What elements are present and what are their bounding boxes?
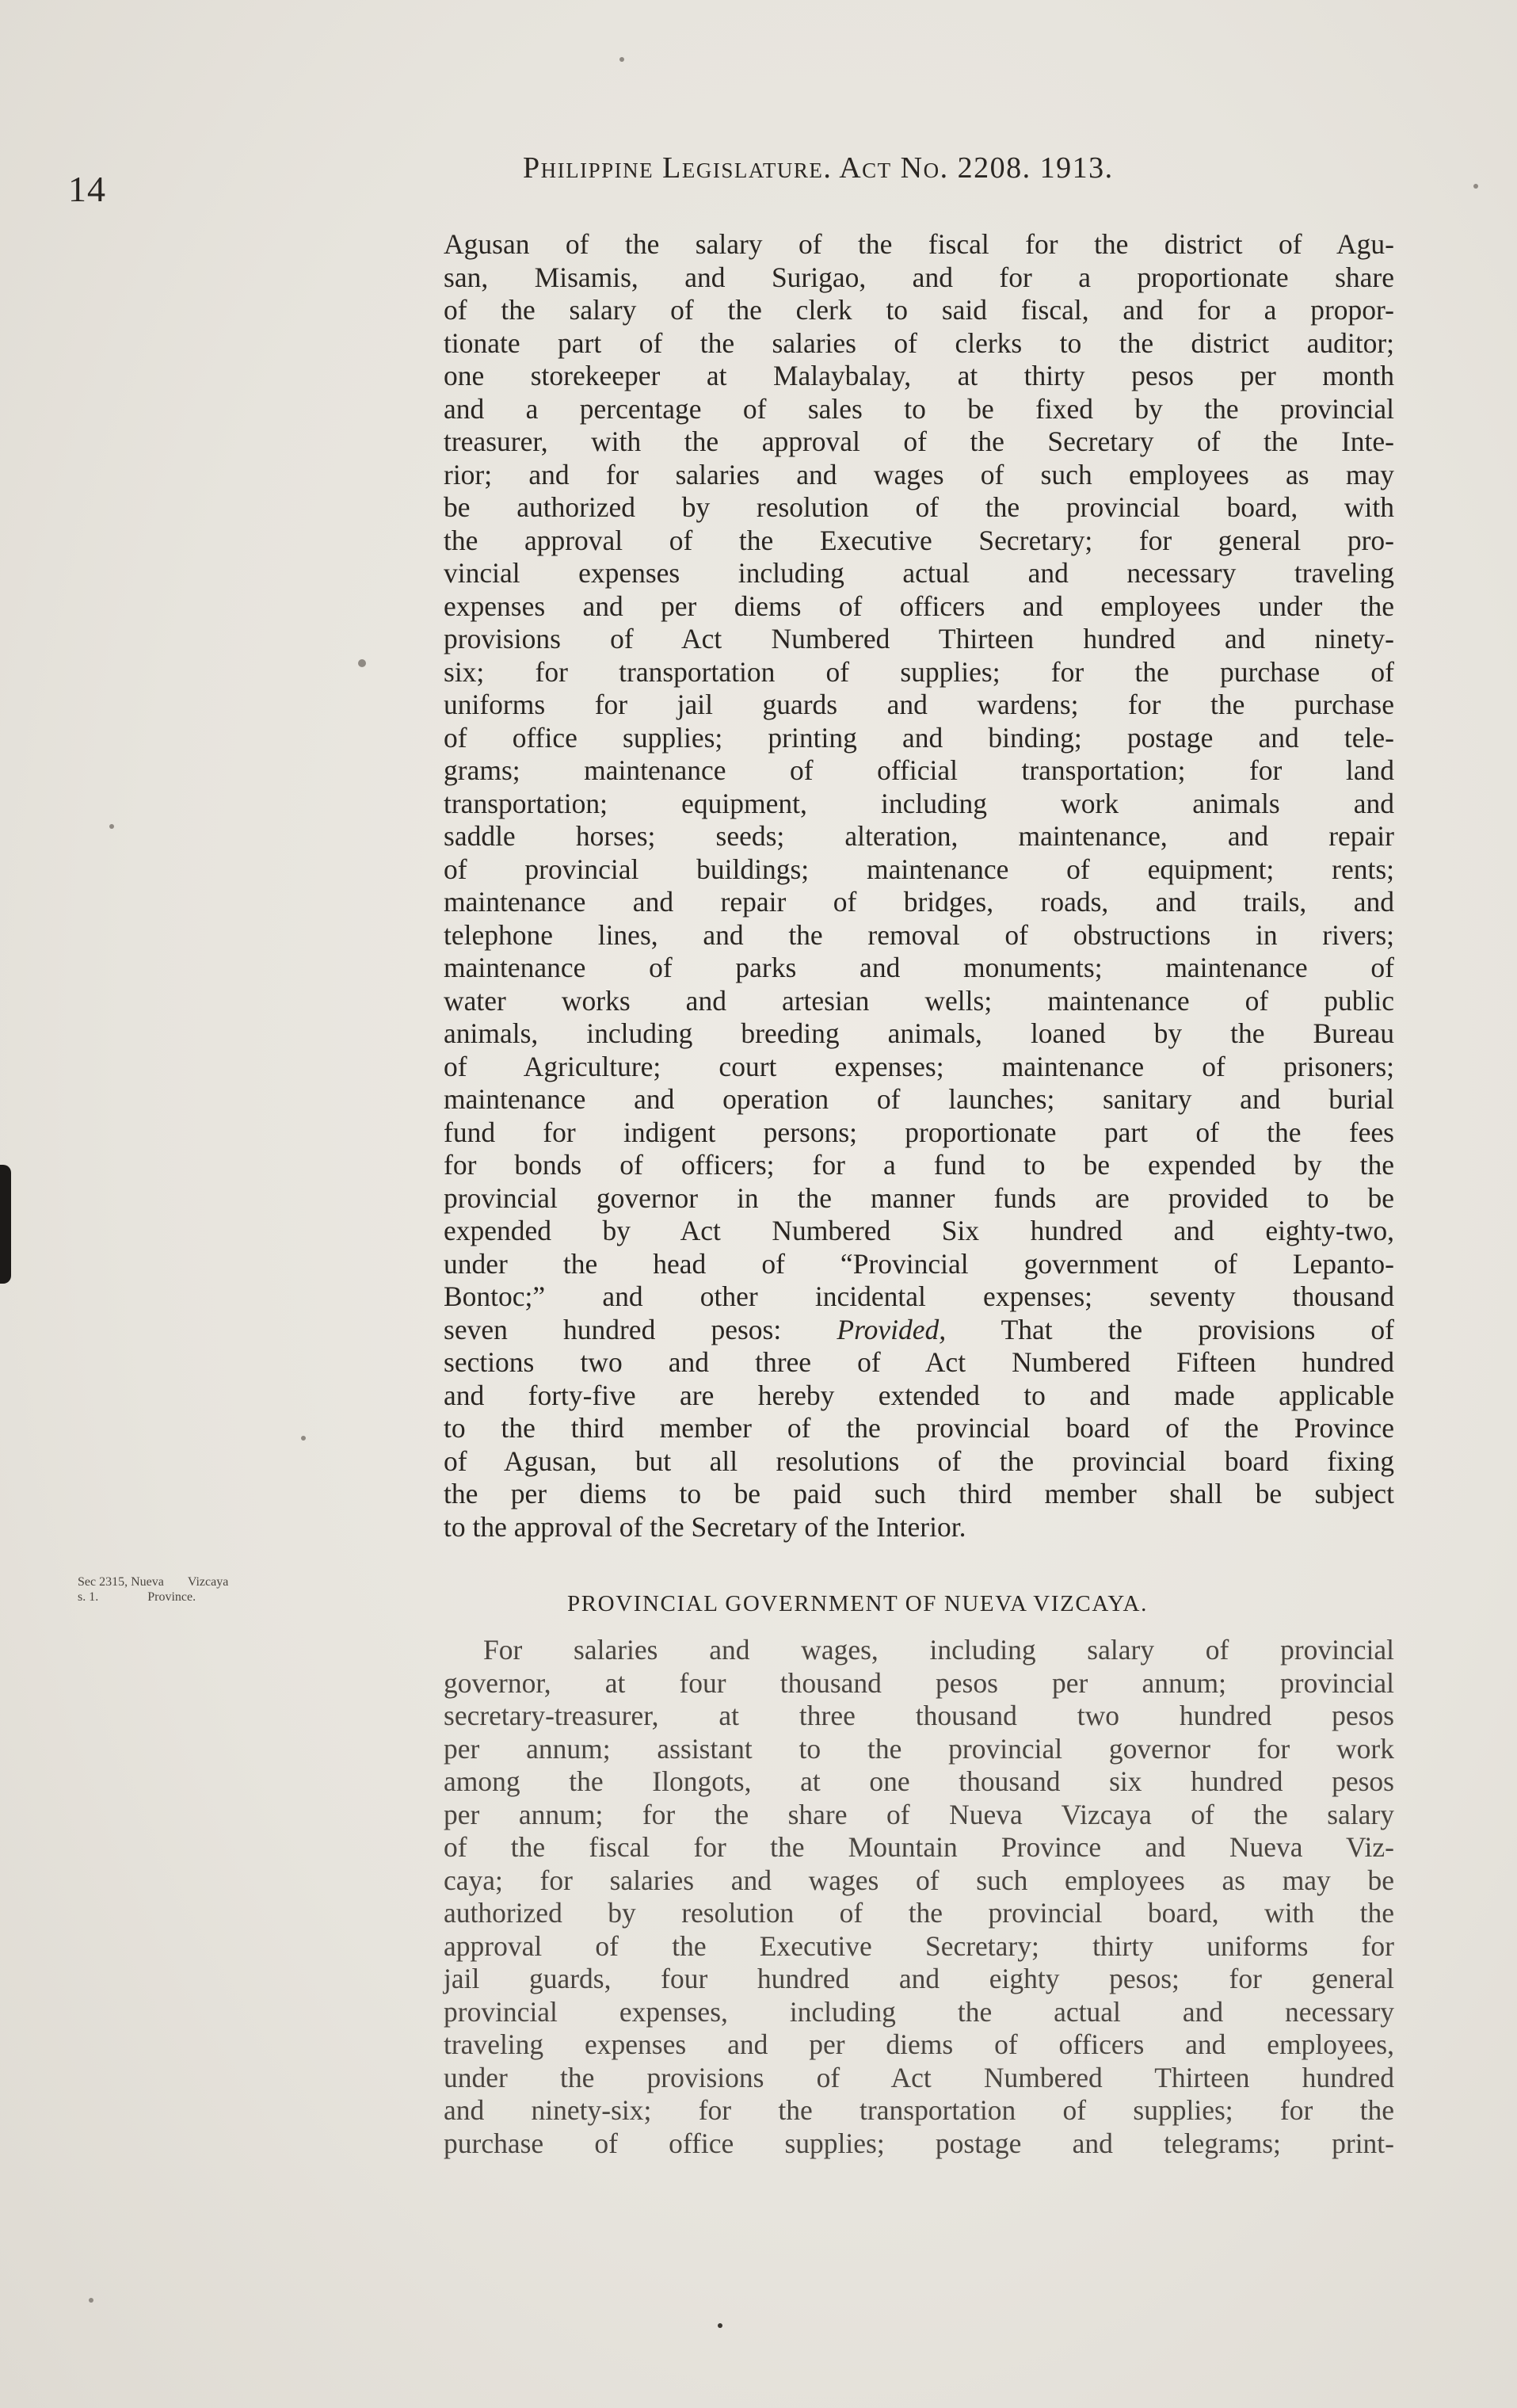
text-line: jail guards, four hundred and eighty pesos; for general — [444, 1963, 1394, 1994]
text-line: For salaries and wages, including salary of provincial — [483, 1634, 1394, 1666]
text-line: purchase of office supplies; postage and telegrams; print- — [444, 2127, 1394, 2159]
text-line: provincial governor in the manner funds are provided to be — [444, 1181, 1394, 1214]
text-line: and forty-five are hereby extended to and made applicable — [444, 1379, 1394, 1411]
margin-citation-row — [78, 1574, 228, 1589]
binding-shadow — [0, 1165, 11, 1284]
text-line: Bontoc;” and other incidental expenses; seventy thousand — [444, 1280, 1394, 1312]
text-line: six; for transportation of supplies; for the purchase of — [444, 655, 1394, 688]
text-line: the approval of the Executive Secretary; for general pro- — [444, 524, 1394, 556]
text-line: per annum; for the share of Nueva Vizcaya of the salary — [444, 1798, 1394, 1830]
paper-speck — [718, 2323, 722, 2328]
text-line: treasurer, with the approval of the Secretary of the Inte- — [444, 426, 1394, 457]
text-line: to the approval of the Secretary of the Interior. — [444, 1510, 966, 1543]
text-line: per annum; assistant to the provincial governor for work — [444, 1732, 1394, 1765]
text-line: the per diems to be paid such third member shall be subject — [444, 1478, 1394, 1509]
margin-section-ref: Sec 2315, — [78, 1575, 128, 1589]
text-line: of Agusan, but all resolutions of the provincial board fixing — [444, 1444, 1394, 1477]
text-line: provincial expenses, including the actual and necessary — [444, 1995, 1394, 2028]
text-line: of the salary of the clerk to said fiscal, and for a propor- — [444, 294, 1394, 326]
paper-speck — [89, 2298, 93, 2303]
text-line: Agusan of the salary of the fiscal for the district of Agu- — [444, 228, 1394, 260]
text-line: expenses and per diems of officers and employees under the — [444, 590, 1394, 622]
body-text-nueva-vizcaya — [444, 1634, 1394, 2160]
text-line: vincial expenses including actual and necessary traveling — [444, 557, 1394, 589]
margin-citation-row — [78, 1589, 228, 1605]
text-line: secretary-treasurer, at three thousand two hundred pesos — [444, 1700, 1394, 1731]
paper-speck — [358, 659, 366, 667]
section-heading: PROVINCIAL GOVERNMENT OF NUEVA VIZCAYA. — [567, 1591, 1148, 1616]
text-line: of Agriculture; court expenses; maintenance of prisoners; — [444, 1050, 1394, 1082]
text-line: transportation; equipment, including work animals and — [444, 787, 1394, 819]
text-line: telephone lines, and the removal of obstructions in rivers; — [444, 918, 1394, 951]
text-line: of office supplies; printing and binding; postage and tele- — [444, 721, 1394, 754]
text-line: provisions of Act Numbered Thirteen hundred and ninety- — [444, 623, 1394, 654]
paper-speck — [619, 57, 624, 62]
margin-subsection-ref: s. 1. — [78, 1590, 99, 1604]
text-line: among the Ilongots, at one thousand six hundred pesos — [444, 1765, 1394, 1797]
text-line: tionate part of the salaries of clerks to the district auditor; — [444, 326, 1394, 359]
text-line: approval of the Executive Secretary; thirty uniforms for — [444, 1929, 1394, 1962]
text-line: sections two and three of Act Numbered Fifteen hundred — [444, 1346, 1394, 1378]
italic-proviso: Provided, — [837, 1313, 947, 1345]
text-line: caya; for salaries and wages of such employees as may be — [444, 1864, 1394, 1896]
paper-speck — [109, 824, 114, 829]
text-line: governor, at four thousand pesos per annum; provincial — [444, 1666, 1394, 1699]
text-line-proviso — [444, 1314, 1394, 1347]
text-line: and ninety-six; for the transportation of supplies; for the — [444, 2094, 1394, 2126]
margin-place: Province. — [147, 1590, 196, 1604]
margin-citation — [78, 1574, 228, 1605]
text-line: fund for indigent persons; proportionate part of the fees — [444, 1116, 1394, 1148]
text-line: uniforms for jail guards and wardens; for the purchase — [444, 689, 1394, 720]
paper-speck — [301, 1436, 306, 1441]
text-line: to the third member of the provincial board of the Province — [444, 1412, 1394, 1444]
text-line: of provincial buildings; maintenance of equipment; rents; — [444, 853, 1394, 885]
text-line: grams; maintenance of official transportation; for land — [444, 754, 1394, 786]
running-head: Philippine Legislature. Act No. 2208. 1913. — [523, 151, 1114, 185]
body-text-continued — [444, 228, 1394, 1544]
text-segment: That the provisions of — [946, 1313, 1394, 1345]
paper-speck — [1473, 184, 1478, 189]
text-line: maintenance of parks and monuments; maintenance of — [444, 952, 1394, 983]
margin-place: Vizcaya — [187, 1575, 229, 1589]
text-line: traveling expenses and per diems of officers and employees, — [444, 2028, 1394, 2060]
text-line: under the head of “Provincial government of Lepanto- — [444, 1247, 1394, 1280]
text-line: under the provisions of Act Numbered Thirteen hundred — [444, 2061, 1394, 2093]
text-line: water works and artesian wells; maintenance of public — [444, 984, 1394, 1017]
text-line: for bonds of officers; for a fund to be expended by the — [444, 1149, 1394, 1181]
text-line: be authorized by resolution of the provincial board, with — [444, 491, 1394, 523]
text-line: authorized by resolution of the provincial board, with the — [444, 1897, 1394, 1929]
text-line: of the fiscal for the Mountain Province and Nueva Viz- — [444, 1831, 1394, 1863]
margin-place: Nueva — [131, 1575, 164, 1589]
text-line: and a percentage of sales to be fixed by the provincial — [444, 392, 1394, 425]
text-line: san, Misamis, and Surigao, and for a proportionate share — [444, 261, 1394, 293]
text-segment: seven hundred pesos: — [444, 1313, 837, 1345]
text-line: saddle horses; seeds; alteration, maintenance, and repair — [444, 820, 1394, 852]
text-line: expended by Act Numbered Six hundred and eighty-two, — [444, 1215, 1394, 1246]
text-line: animals, including breeding animals, loaned by the Bureau — [444, 1017, 1394, 1049]
text-line: maintenance and operation of launches; sanitary and burial — [444, 1083, 1394, 1115]
text-line: rior; and for salaries and wages of such employees as may — [444, 458, 1394, 490]
page-number: 14 — [68, 169, 106, 209]
text-line: one storekeeper at Malaybalay, at thirty pesos per month — [444, 360, 1394, 391]
text-line: maintenance and repair of bridges, roads, and trails, and — [444, 886, 1394, 918]
